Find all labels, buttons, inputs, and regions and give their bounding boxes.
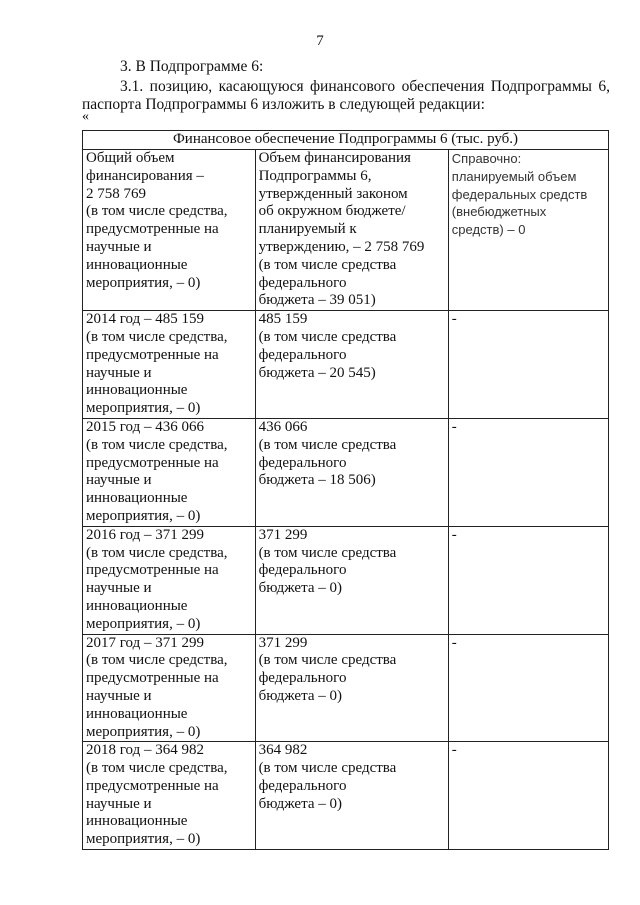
- table-row: [83, 418, 609, 526]
- year-total-cell: 2016 год – 371 299 (в том числе средства, предусмотренные на научные и инновационные мероприятия, – 0): [83, 526, 256, 634]
- reference-federal-funds-cell: Справочно: планируемый объем федеральных средств (внебюджетных средств) – 0: [448, 150, 608, 311]
- year-total-cell: 2014 год – 485 159 (в том числе средства, предусмотренные на научные и инновационные мероприятия, – 0): [83, 311, 256, 419]
- year-reference-cell: -: [448, 418, 608, 526]
- table-header-row: [83, 150, 609, 311]
- table-caption: Финансовое обеспечение Подпрограммы 6 (тыс. руб.): [83, 131, 609, 150]
- year-reference-cell: -: [448, 742, 608, 850]
- year-budget-cell: 371 299 (в том числе средства федерального бюджета – 0): [255, 526, 448, 634]
- total-financing-cell: Общий объем финансирования – 2 758 769 (в том числе средства, предусмотренные на научные и инновационные мероприятия, – 0): [83, 150, 256, 311]
- table-row: [83, 634, 609, 742]
- clause-text-line2: паспорта Подпрограммы 6 изложить в следующей редакции:: [82, 96, 485, 113]
- year-reference-cell: -: [448, 526, 608, 634]
- table-caption-row: [83, 131, 609, 150]
- clause-text-line1: 3.1. позицию, касающуюся финансового обеспечения Подпрограммы 6,: [120, 78, 610, 95]
- year-total-cell: 2018 год – 364 982 (в том числе средства, предусмотренные на научные и инновационные мероприятия, – 0): [83, 742, 256, 850]
- year-budget-cell: 485 159 (в том числе средства федерального бюджета – 20 545): [255, 311, 448, 419]
- year-reference-cell: -: [448, 634, 608, 742]
- year-total-cell: 2015 год – 436 066 (в том числе средства, предусмотренные на научные и инновационные мероприятия, – 0): [83, 418, 256, 526]
- table-row: [83, 526, 609, 634]
- table-row: [83, 742, 609, 850]
- approved-budget-cell: Объем финансирования Подпрограммы 6, утвержденный законом об окружном бюджете/ планируемый к утверждению, – 2 758 769 (в том числе средства федерального бюджета – 39 051): [255, 150, 448, 311]
- year-reference-cell: -: [448, 311, 608, 419]
- opening-quote-mark: «: [82, 109, 89, 124]
- page-number: 7: [316, 33, 324, 49]
- year-budget-cell: 364 982 (в том числе средства федерального бюджета – 0): [255, 742, 448, 850]
- year-total-cell: 2017 год – 371 299 (в том числе средства, предусмотренные на научные и инновационные мероприятия, – 0): [83, 634, 256, 742]
- year-budget-cell: 371 299 (в том числе средства федерального бюджета – 0): [255, 634, 448, 742]
- year-budget-cell: 436 066 (в том числе средства федерального бюджета – 18 506): [255, 418, 448, 526]
- financing-table: [82, 130, 609, 850]
- section-heading: 3. В Подпрограмме 6:: [120, 58, 264, 75]
- table-row: [83, 311, 609, 419]
